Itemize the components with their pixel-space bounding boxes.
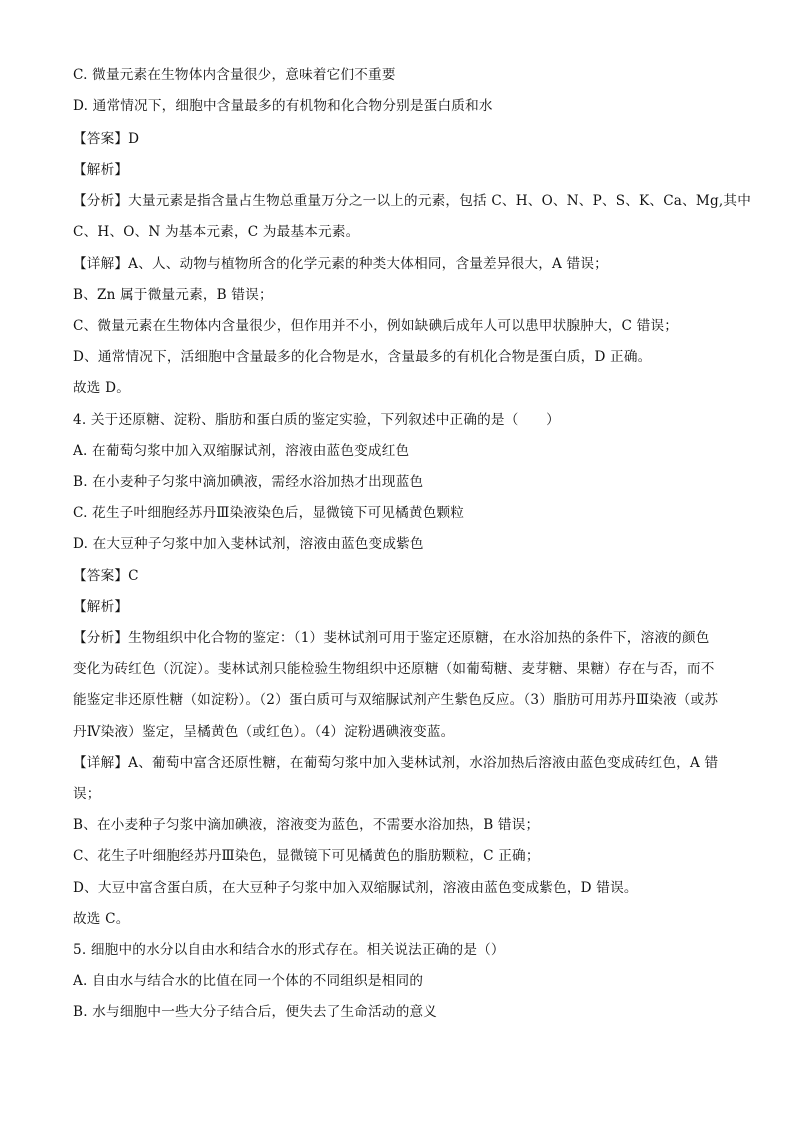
option-d-q3: D. 通常情况下，细胞中含量最多的有机物和化合物分别是蛋白质和水 bbox=[73, 98, 493, 114]
analysis-text-q3-1: 【分析】大量元素是指含量占生物总重量万分之一以上的元素，包括 C、H、O、N、P、S、K、Ca、Mg,其中 bbox=[73, 193, 752, 209]
conclusion-q4: 故选 C。 bbox=[73, 911, 130, 927]
analysis-text-q4-3: 能鉴定非还原性糖（如淀粉）。（2）蛋白质可与双缩脲试剂产生紫色反应。（3）脂肪可用苏丹Ⅲ染液（或苏 bbox=[73, 692, 719, 708]
analysis-text-q3-2: C、H、O、N 为基本元素，C 为最基本元素。 bbox=[73, 224, 360, 240]
analysis-heading-q3: 【解析】 bbox=[73, 162, 129, 178]
answer-q4: 【答案】C bbox=[73, 568, 139, 584]
detail-q3-b: B、Zn 属于微量元素，B 错误； bbox=[73, 287, 273, 303]
answer-q3: 【答案】D bbox=[73, 131, 140, 147]
detail-q3-a: 【详解】A、人、动物与植物所含的化学元素的种类大体相同，含量差异很大，A 错误； bbox=[73, 256, 608, 272]
analysis-text-q4-4: 丹Ⅳ染液）鉴定，呈橘黄色（或红色）。（4）淀粉遇碘液变蓝。 bbox=[73, 724, 455, 740]
analysis-heading-q4: 【解析】 bbox=[73, 599, 129, 615]
detail-q4-b: B、在小麦种子匀浆中滴加碘液，溶液变为蓝色，不需要水浴加热，B 错误； bbox=[73, 817, 540, 833]
detail-q3-d: D、通常情况下，活细胞中含量最多的化合物是水，含量最多的有机化合物是蛋白质，D 正确。 bbox=[73, 349, 652, 365]
question-5: 5. 细胞中的水分以自由水和结合水的形式存在。相关说法正确的是（） bbox=[73, 942, 505, 958]
question-4: 4. 关于还原糖、淀粉、脂肪和蛋白质的鉴定实验，下列叙述中正确的是（ ） bbox=[73, 412, 560, 428]
detail-q4-c: C、花生子叶细胞经苏丹Ⅲ染色，显微镜下可见橘黄色的脂肪颗粒，C 正确； bbox=[73, 848, 540, 864]
option-c-q3: C. 微量元素在生物体内含量很少，意味着它们不重要 bbox=[73, 67, 396, 83]
detail-q4-a: 【详解】A、葡萄中富含还原性糖，在葡萄匀浆中加入斐林试剂，水浴加热后溶液由蓝色变成砖红色，A 错 bbox=[73, 755, 719, 771]
option-d-q4: D. 在大豆种子匀浆中加入斐林试剂，溶液由蓝色变成紫色 bbox=[73, 536, 424, 552]
detail-q3-c: C、微量元素在生物体内含量很少，但作用并不小，例如缺碘后成年人可以患甲状腺肿大，C 错误； bbox=[73, 318, 679, 334]
option-a-q4: A. 在葡萄匀浆中加入双缩脲试剂，溶液由蓝色变成红色 bbox=[73, 443, 410, 459]
option-a-q5: A. 自由水与结合水的比值在同一个体的不同组织是相同的 bbox=[73, 973, 424, 989]
analysis-text-q4-1: 【分析】生物组织中化合物的鉴定：（1）斐林试剂可用于鉴定还原糖，在水浴加热的条件下，溶液的颜色 bbox=[73, 630, 710, 646]
analysis-text-q4-2: 变化为砖红色（沉淀）。斐林试剂只能检验生物组织中还原糖（如葡萄糖、麦芽糖、果糖）存在与否，而不 bbox=[73, 661, 715, 677]
option-b-q4: B. 在小麦种子匀浆中滴加碘液，需经水浴加热才出现蓝色 bbox=[73, 474, 424, 490]
detail-q4-d: D、大豆中富含蛋白质，在大豆种子匀浆中加入双缩脲试剂，溶液由蓝色变成紫色，D 错误。 bbox=[73, 880, 638, 896]
option-c-q4: C. 花生子叶细胞经苏丹Ⅲ染液染色后，显微镜下可见橘黄色颗粒 bbox=[73, 505, 465, 521]
conclusion-q3: 故选 D。 bbox=[73, 380, 131, 396]
option-b-q5: B. 水与细胞中一些大分子结合后，便失去了生命活动的意义 bbox=[73, 1004, 438, 1020]
detail-q4-a-cont: 误； bbox=[73, 786, 101, 802]
